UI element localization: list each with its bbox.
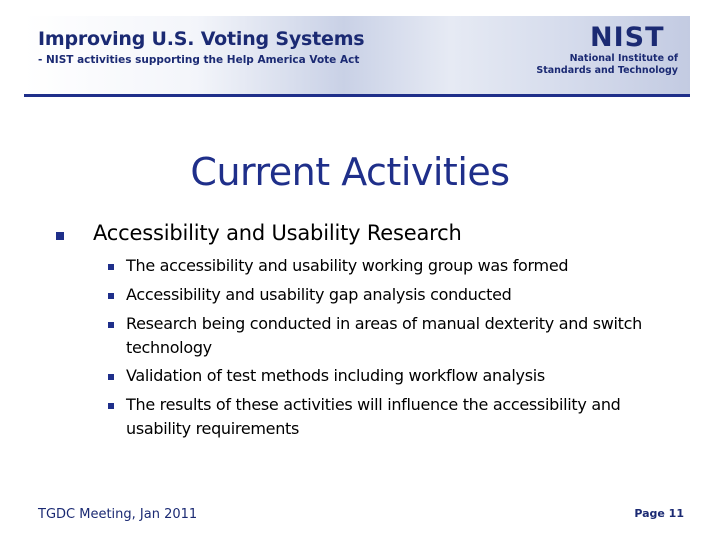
sub-bullet-2: Accessibility and usability gap analysis conducted [126, 285, 512, 304]
sub-bullet-marker [108, 293, 114, 299]
main-bullet-text: Accessibility and Usability Research [93, 221, 462, 245]
nist-logo: NIST [590, 22, 665, 53]
bullet-marker [56, 232, 64, 240]
sub-bullet-marker [108, 322, 114, 328]
sub-bullet-marker [108, 403, 114, 409]
page-number: Page 11 [634, 507, 684, 520]
org-name-line-2: Standards and Technology [536, 65, 678, 76]
sub-bullet-marker [108, 374, 114, 380]
sub-bullet-5: The results of these activities will influence the accessibility and usability requirements [126, 395, 621, 438]
header-divider [24, 94, 690, 97]
sub-bullet-4: Validation of test methods including workflow analysis [126, 366, 545, 385]
sub-bullet-3: Research being conducted in areas of manual dexterity and switch technology [126, 314, 642, 357]
header-banner [24, 16, 690, 94]
banner-subtitle: - NIST activities supporting the Help America Vote Act [38, 54, 360, 66]
sub-bullet-1: The accessibility and usability working group was formed [126, 256, 569, 275]
slide-title: Current Activities [190, 150, 510, 194]
banner-title: Improving U.S. Voting Systems [38, 28, 365, 50]
org-name-line-1: National Institute of [569, 53, 678, 64]
sub-bullet-marker [108, 264, 114, 270]
footer-meeting: TGDC Meeting, Jan 2011 [38, 507, 198, 522]
